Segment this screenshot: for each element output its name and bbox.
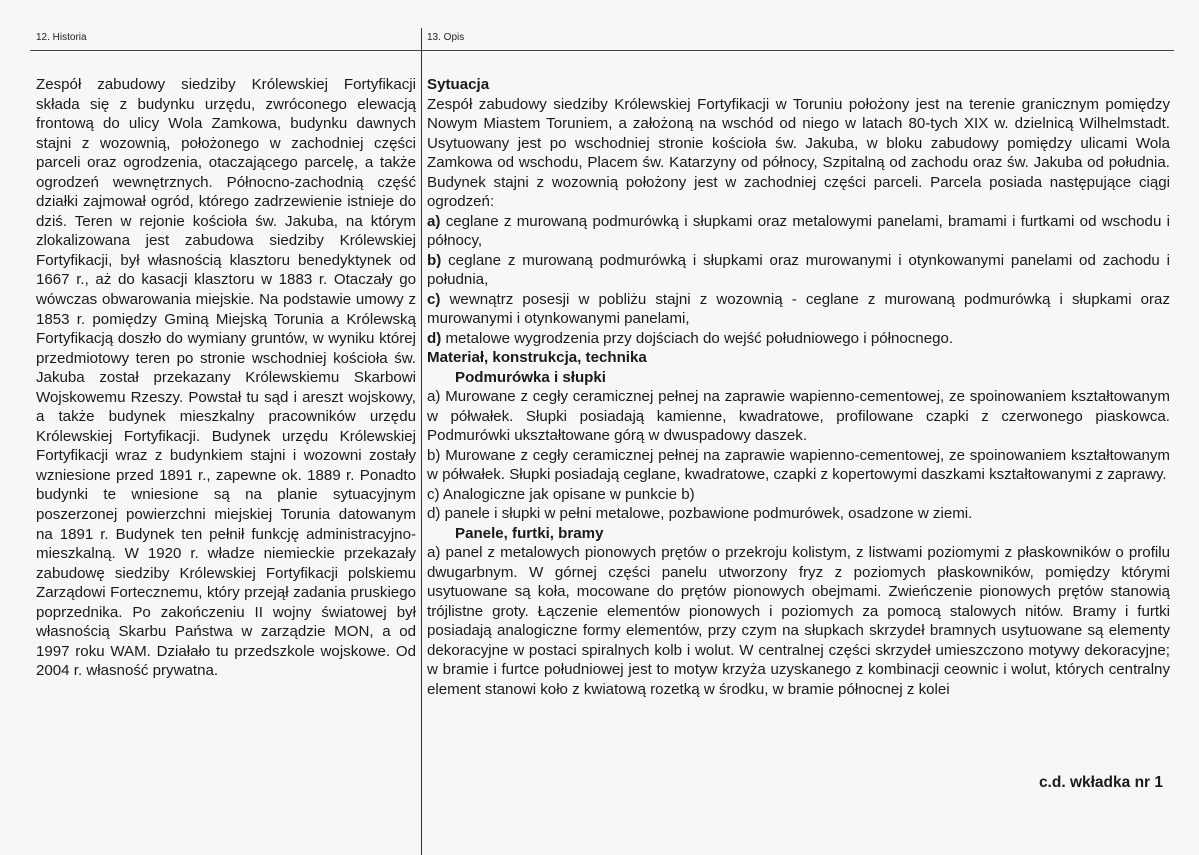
header-divider xyxy=(30,50,1174,51)
historia-text: Zespół zabudowy siedziby Królewskiej Fortyfikacji składa się z budynku urzędu, zwróconego elewacją frontową do ulicy Wola Zamkowa, budynku dawnych stajni z wozownią, położonego w zachodniej części parceli oraz ogrodzenia, otaczającego parcelę, a także ogrodzeń wewnętrznych. Północno-zachodnią część działki zajmował ogród, którego zadrzewienie istnieje do dziś. Teren w rejonie kościoła św. Jakuba, na którym zlokalizowana jest zabudowa siedziby Królewskiej Fortyfikacji, był własnością klasztoru benedyktynek od 1667 r., aż do kasacji klasztoru w 1883 r. Otaczały go wówczas obwarowania miejskie. Na podstawie umowy z 1853 r. pomiędzy Gminą Miejską Torunia a Królewską Fortyfikacją doszło do wymiany gruntów, w wyniku której przedmiotowy teren po stronie wschodniej kościoła św. Jakuba został przekazany Królewskiemu Skarbowi Wojskowemu Rzeszy. Powstał tu sąd i areszt wojskowy, a także budynek mieszkalny pracowników urzędu Królewskiej Fortyfikacji. Budynek urzędu Królewskiej Fortyfikacji wraz z budynkiem stajni i wozowni zostały wzniesione przed 1891 r., zapewne ok. 1889 r. Ponadto budynki te wniesione są na planie sytuacyjnym poszerzonej powierzchni miejskiej Torunia datowanym na 1891 r. Budynek ten pełnił funkcję administracyjno-mieszkalną. W 1920 r. władze niemieckie przekazały zabudowę siedziby Królewskiej Fortyfikacji polskiemu Zarządowi Fortecznemu, który przejął zadania pruskiego poprzednika. Po zakończeniu II wojny światowej był własnością Skarbu Państwa w zarządzie MON, a od 1997 roku WAM. Działało tu przedszkole wojskowe. Od 2004 r. własność prywatna. xyxy=(36,76,416,680)
fence-item-marker: a) xyxy=(427,212,441,230)
fence-item-c xyxy=(427,290,1170,329)
fence-item-text: metalowe wygrodzenia przy dojściach do wejść południowego i północnego. xyxy=(445,329,954,347)
panele-heading: Panele, furtki, bramy xyxy=(455,524,604,542)
panele-text: a) panel z metalowych pionowych prętów o przekroju kolistym, z listwami poziomymi z płaskowników o profilu dwugarbnym. W górnej części panelu utworzony fryz z poziomych płaskowników, pomiędzy którymi usytuowane są koła, mocowane do prętów pionowych obejmami. Zwieńczenie pionowych prętów stanowią trójlistne groty. Łączenie elementów pionowych i poziomych za pomocą stalowych nitów. Bramy i furtki posiadają analogiczne formy elementów, przy czym na słupkach skrzydeł bramnych usytuowane są elementy dekoracyjne w postaci spiralnych kolb i wolut. W centralnej części skrzydeł umieszczono motywy dekoracyjne; w bramie i furtce południowej jest to motyw krzyża uzyskanego z kombinacji ceownic i wolut, których centralny element stanowi koło z kwiatową rozetką w środku, w bramie północnej z kolei xyxy=(427,544,1170,698)
section-header-historia: 12. Historia xyxy=(36,32,87,43)
fence-item-text: wewnątrz posesji w pobliżu stajni z wozownią - ceglane z murowaną podmurówką i słupkami oraz murowanymi i otynkowanymi panelami, xyxy=(427,290,1170,327)
continuation-note: c.d. wkładka nr 1 xyxy=(1038,774,1163,791)
fence-item-d xyxy=(427,329,1170,349)
fence-item-marker: d) xyxy=(427,329,442,347)
podmurowka-item-a: a) Murowane z cegły ceramicznej pełnej na zaprawie wapienno-cementowej, ze spoinowaniem kształtowanym w półwałek. Słupki posiadają kamienne, kwadratowe, profilowane czapki z czerwonego piaskowca. Podmurówki ukształtowane górą w dwuspadowy daszek. xyxy=(427,388,1170,444)
fence-item-marker: c) xyxy=(427,290,441,308)
fence-item-text: ceglane z murowaną podmurówką i słupkami oraz metalowymi panelami, bramami i furtkami od wschodu i północy, xyxy=(427,212,1170,249)
podmurowka-item-c: c) Analogiczne jak opisane w punkcie b) xyxy=(427,485,695,503)
podmurowka-item-d: d) panele i słupki w pełni metalowe, pozbawione podmurówek, osadzone w ziemi. xyxy=(427,505,973,522)
column-divider xyxy=(421,28,422,855)
material-heading: Materiał, konstrukcja, technika xyxy=(427,349,647,366)
podmurowka-heading: Podmurówka i słupki xyxy=(455,368,606,386)
sytuacja-text: Zespół zabudowy siedziby Królewskiej Fortyfikacji w Toruniu położony jest na terenie granicznym pomiędzy Nowym Miastem Toruniem, a założoną na wschód od niego w latach 80-tych XIX w. dzielnicą Wilhelmstadt. Usytuowany jest po wschodniej stronie kościoła św. Jakuba, w bloku zabudowy pomiędzy ulicami Wola Zamkowa od wschodu, Placem św. Katarzyny od północy, Szpitalną od zachodu oraz św. Jakuba od południa. Budynek stajni z wozownią położony jest w zachodniej części parceli. Parcela posiada następujące ciągi ogrodzeń: xyxy=(427,95,1170,210)
fence-item-b xyxy=(427,251,1170,290)
fence-item-text: ceglane z murowaną podmurówką i słupkami oraz murowanymi i otynkowanymi panelami od zachodu i południa, xyxy=(427,251,1170,288)
section-header-opis: 13. Opis xyxy=(427,32,465,43)
fence-item-marker: b) xyxy=(427,251,442,269)
podmurowka-item-b: b) Murowane z cegły ceramicznej pełnej na zaprawie wapienno-cementowej, ze spoinowaniem kształtowanym w półwałek. Słupki posiadają ceglane, kwadratowe, czapki z kopertowymi daszkami kształtowanymi z zaprawy. xyxy=(427,446,1170,483)
sytuacja-heading: Sytuacja xyxy=(427,76,490,93)
fence-item-a xyxy=(427,212,1170,251)
opis-column xyxy=(427,75,1170,699)
